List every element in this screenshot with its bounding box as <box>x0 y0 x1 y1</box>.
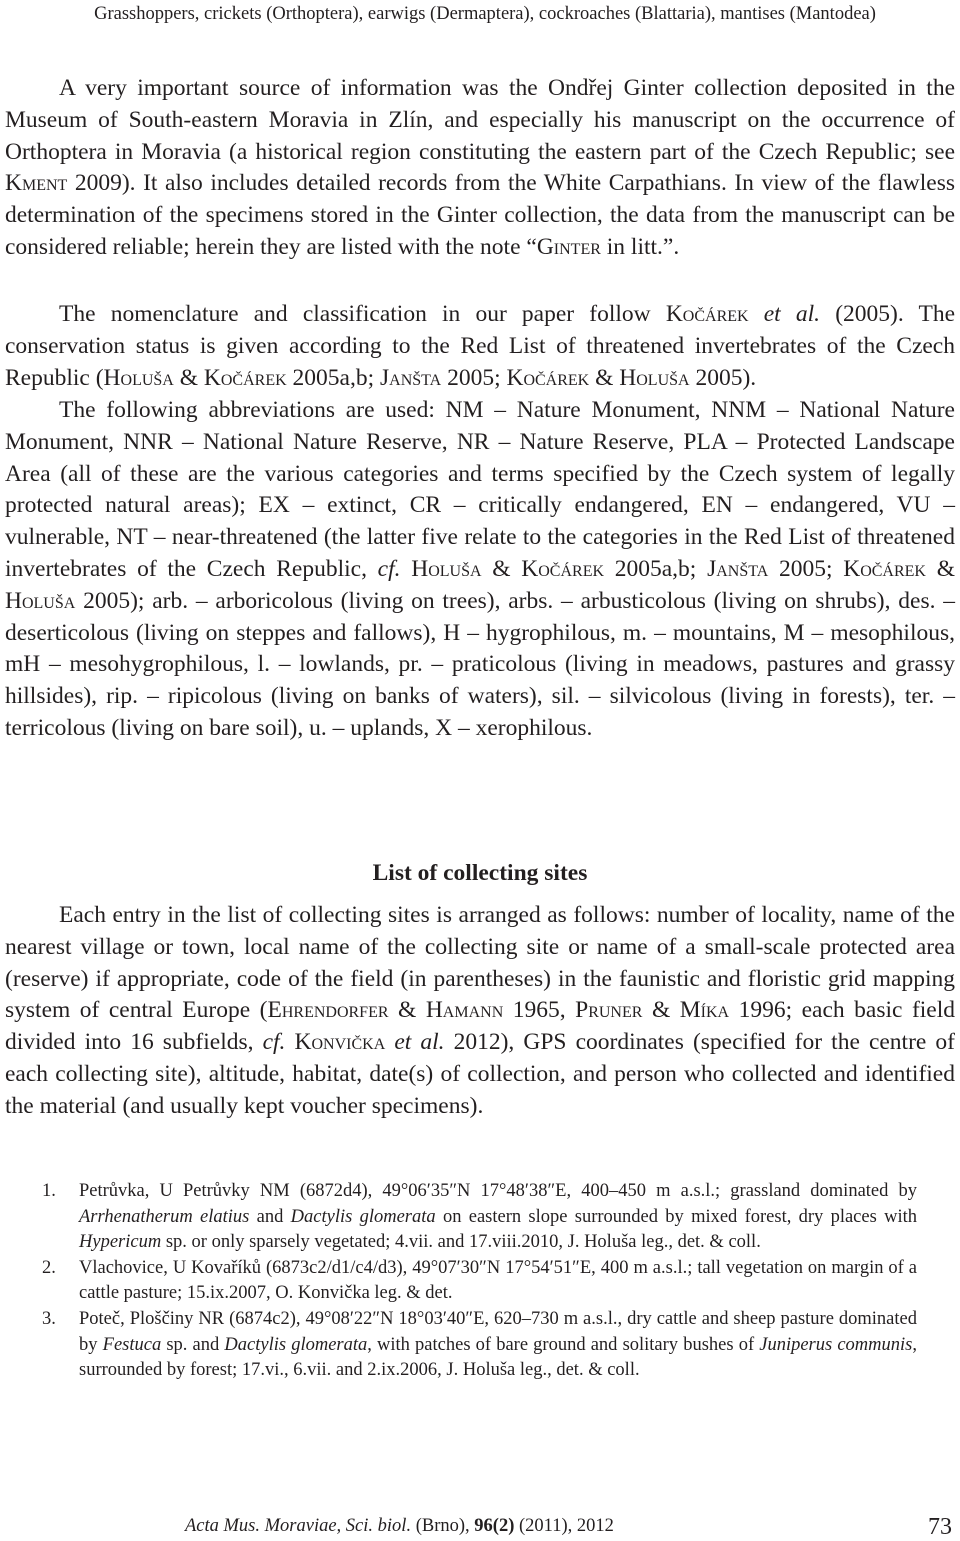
paragraph-abbreviations: The following abbreviations are used: NM – Nature Monument, NNM – National Nature Monument, NNR – National Nature Reserve, NR – Nature Reserve, PLA – Protected Landscape Area (all of these are the various categories and terms specified by the Czech system of legally protected natural areas); EX – extinct, CR – critically endangered, EN – endangered, VU – vulnerable, NT – near-threatened (the latter five relate to the categories in the Red List of threatened invertebrates of the Czech Republic, cf. Holuša & Kočárek 2005a,b; Janšta 2005; Kočárek & Holuša 2005); arb. – arboricolous (living on trees), arbs. – arbusticolous (living on shrubs), des. – deserticolous (living on steppes and fallows), H – hygrophilous, m. – mountains, M – mesophilous, mH – mesohygrophilous, l. – lowlands, pr. – praticolous (living in meadows, pastures and grassy hillsides), rip. – ripicolous (living on banks of waters), sil. – silvicolous (living in forests), ter. – terricolous (living on bare soil), u. – uplands, X – xerophilous. <box>5 397 955 741</box>
item-number: 1. <box>42 1181 56 1201</box>
section-heading: List of collecting sites <box>372 860 588 886</box>
item-number: 3. <box>42 1308 56 1329</box>
collecting-sites-list <box>42 1179 917 1384</box>
list-item: 3. Poteč, Ploščiny NR (6874c2), 49°08′22″N 18°03′40″E, 620–730 m a.s.l., dry cattle and sheep pasture dominated by Festuca sp. and Dactylis glomerata, with patches of bare ground and solitary bushes of Juniperus communis, surrounded by forest; 17.vi., 6.vii. and 2.ix.2006, J. Holuša leg., det. & coll. <box>42 1308 917 1381</box>
paragraph-nomenclature: The nomenclature and classification in our paper follow Kočárek et al. (2005). The conservation status is given according to the Red List of threatened invertebrates of the Czech Republic (Holuša & Kočárek 2005a,b; Janšta 2005; Kočárek & Holuša 2005). <box>5 301 955 391</box>
item-number: 2. <box>42 1257 56 1278</box>
paragraph-list-format: Each entry in the list of collecting sites is arranged as follows: number of locality, name of the nearest village or town, local name of the collecting site or name of a small-scale protected area (reserve) if appropriate, code of the field (in parentheses) in the faunistic and floristic grid mapping system of central Europe (Ehrendorfer & Hamann 1965, Pruner & Míka 1996; each basic field divided into 16 subfields, cf. Konvička et al. 2012), GPS coordinates (specified for the centre of each collecting site), altitude, habitat, date(s) of collection, and person who collected and identified the material (and usually kept voucher specimens). <box>5 902 956 1119</box>
journal-citation: Acta Mus. Moraviae, Sci. biol. (Brno), 96(2) (2011), 2012 <box>185 1516 614 1536</box>
page-number: 73 <box>928 1514 952 1540</box>
running-header: Grasshoppers, crickets (Orthoptera), earwigs (Dermaptera), cockroaches (Blattaria), mantises (Mantodea) <box>94 4 876 24</box>
paragraph-sources: A very important source of information was the Ondřej Ginter collection deposited in the Museum of South-eastern Moravia in Zlín, and especially his manuscript on the occurrence of Orthoptera in Moravia (a historical region constituting the eastern part of the Czech Republic; see Kment 2009). It also includes detailed records from the White Carpathians. In view of the flawless determination of the specimens stored in the Ginter collection, the data from the manuscript can be considered reliable; herein they are listed with the note “Ginter in litt.”. <box>5 75 955 260</box>
list-item: 2. Vlachovice, U Kovaříků (6873c2/d1/c4/d3), 49°07′30″N 17°54′51″E, 400 m a.s.l.; tall vegetation on margin of a cattle pasture; 15.ix.2007, O. Konvička leg. & det. <box>42 1257 917 1304</box>
list-item: 1. Petrůvka, U Petrůvky NM (6872d4), 49°06′35″N 17°48′38″E, 400–450 m a.s.l.; grassland dominated by Arrhenatherum elatius and Dactylis glomerata on eastern slope surrounded by mixed forest, dry places with Hypericum sp. or only sparsely vegetated; 4.vii. and 17.viii.2010, J. Holuša leg., det. & coll. <box>42 1181 917 1253</box>
